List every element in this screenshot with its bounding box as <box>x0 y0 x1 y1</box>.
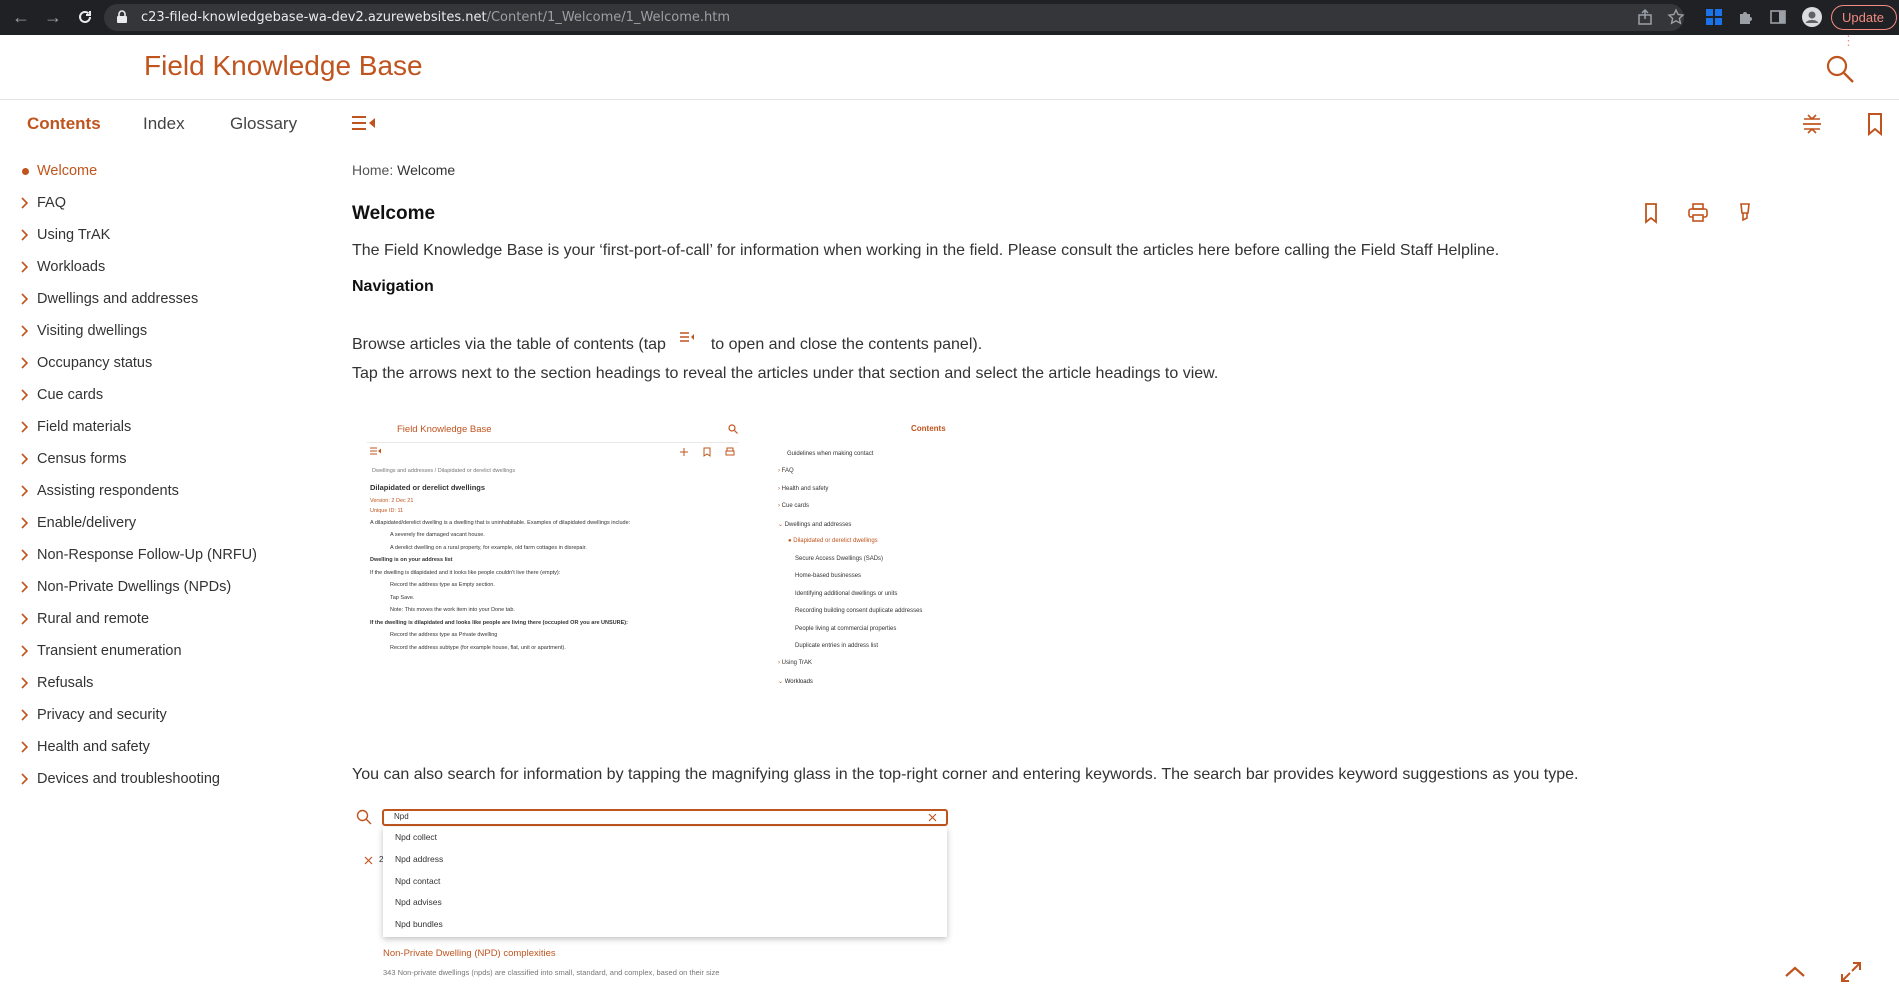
fig1-search-icon <box>728 424 738 434</box>
sidebar-item-label: Non-Private Dwellings (NPDs) <box>37 579 232 595</box>
url-path: /Content/1_Welcome/1_Welcome.htm <box>486 10 731 25</box>
chevron-right-icon[interactable] <box>20 549 30 561</box>
fig1-line: If the dwelling is dilapidated and looks like people are living there (occupied OR you are UNSURE): <box>370 620 628 626</box>
fig1-contents-label: Workloads <box>784 679 813 685</box>
fig1-contents-item: Identifying additional dwellings or units <box>795 591 898 597</box>
chevron-right-icon[interactable] <box>20 453 30 465</box>
current-dot-icon <box>22 168 29 175</box>
toc-inline-icon <box>674 329 700 351</box>
share-icon[interactable] <box>1636 8 1654 26</box>
chevron-right-icon[interactable] <box>20 325 30 337</box>
chevron-right-icon[interactable] <box>20 581 30 593</box>
chevron-right-icon[interactable] <box>20 357 30 369</box>
sidebar-item-label: Workloads <box>37 259 106 275</box>
search-paragraph: You can also search for information by tapping the magnifying glass in the top-right corner and entering keywords. The search bar provides keyword suggestions as you type. <box>352 766 1579 783</box>
search-icon[interactable] <box>1824 53 1856 85</box>
forward-icon[interactable]: → <box>44 7 62 27</box>
fullscreen-icon[interactable] <box>1838 959 1864 985</box>
fig1-line: Record the address subtype (for example house, flat, unit or apartment). <box>390 645 566 651</box>
puzzle-icon[interactable] <box>1737 8 1755 26</box>
fig2-result-snippet: 343 Non-private dwellings (npds) are classified into small, standard, and complex, based on their size <box>383 968 720 977</box>
highlighter-icon[interactable] <box>1734 202 1756 224</box>
fig1-contents-item: Home-based businesses <box>795 573 862 579</box>
fig1-breadcrumb: Dwellings and addresses / Dilapidated or derelict dwellings <box>372 468 516 474</box>
breadcrumb <box>352 162 455 178</box>
fig2-suggestion: Npd bundles <box>395 919 443 929</box>
sidebar-item-label: Rural and remote <box>37 611 150 627</box>
chevron-right-icon[interactable] <box>20 773 30 785</box>
reload-icon[interactable] <box>76 8 94 26</box>
back-icon[interactable]: ← <box>12 7 30 27</box>
chevron-right-icon[interactable] <box>20 485 30 497</box>
chevron-right-icon[interactable] <box>20 517 30 529</box>
expand-collapse-icon[interactable] <box>1800 112 1824 136</box>
chevron-right-icon[interactable] <box>20 613 30 625</box>
tab-contents[interactable]: Contents <box>27 114 101 133</box>
fig1-contents-label: Dilapidated or derelict dwellings <box>793 538 878 544</box>
fig1-toolbar-icons <box>678 447 738 457</box>
fig1-version: Version: 2 Dec 21 <box>370 498 414 504</box>
fig1-app-title: Field Knowledge Base <box>397 424 492 435</box>
breadcrumb-current: Welcome <box>397 162 456 178</box>
star-icon[interactable] <box>1667 8 1685 26</box>
sidebar-item-label: Non-Response Follow-Up (NRFU) <box>37 547 257 563</box>
fig1-contents-item: › Using TrAK <box>778 660 813 666</box>
sidebar-item-label: Visiting dwellings <box>37 323 148 339</box>
chevron-right-icon[interactable] <box>20 293 30 305</box>
arrows-paragraph: Tap the arrows next to the section headings to reveal the articles under that section and select the article headings to view. <box>352 365 1219 382</box>
sidebar-item-label: Privacy and security <box>37 707 167 723</box>
bookmark-icon[interactable] <box>1863 112 1887 136</box>
fig2-suggestion: Npd collect <box>395 832 438 842</box>
fig1-divider <box>367 442 739 443</box>
print-icon[interactable] <box>1687 202 1709 224</box>
extension-windows-icon[interactable] <box>1705 8 1723 26</box>
fig1-line: Record the address type as Private dwelling <box>390 632 498 638</box>
sidebar-item-label: Cue cards <box>37 387 104 403</box>
sidebar-item-label: Census forms <box>37 451 127 467</box>
fig1-line: Record the address type as Empty section. <box>390 582 495 588</box>
fig1-contents-item: People living at commercial properties <box>795 626 897 632</box>
url-host: c23-filed-knowledgebase-wa-dev2.azurewebsites.net <box>141 10 487 25</box>
fig1-toc-icon <box>370 447 382 455</box>
fig2-search-icon <box>356 809 372 825</box>
sidebar-item-label: Dwellings and addresses <box>37 291 199 307</box>
app-header <box>0 35 1899 100</box>
fig1-unique-id: Unique ID: 11 <box>370 508 404 514</box>
fig1-line: Dwelling is on your address list <box>370 557 453 563</box>
bookmark-topic-icon[interactable] <box>1640 202 1662 224</box>
app-title[interactable]: Field Knowledge Base <box>144 50 423 81</box>
fig2-suggestion: Npd address <box>395 854 444 864</box>
page-title: Welcome <box>352 203 436 224</box>
sidebar-item-label: Transient enumeration <box>37 643 182 659</box>
browse-text-start: Browse articles via the table of contents (tap <box>352 336 666 353</box>
more-icon: ⋮ <box>1842 33 1855 48</box>
sidebar-item-label: Devices and troubleshooting <box>37 771 220 787</box>
chevron-right-icon[interactable] <box>20 677 30 689</box>
fig1-contents-item: ⌄ Dwellings and addresses <box>778 522 852 528</box>
profile-avatar-icon[interactable] <box>1802 7 1822 27</box>
breadcrumb-home-link[interactable]: Home: <box>352 162 394 178</box>
intro-paragraph: The Field Knowledge Base is your ‘first-port-of-call’ for information when working in the field. Please consult the articles here before calling the Field Staff Helpline. <box>352 242 1500 259</box>
fig1-contents-label: Health and safety <box>781 486 829 492</box>
search-screenshot <box>352 800 952 990</box>
fig1-contents-heading: Contents <box>911 424 946 433</box>
fig1-article-title: Dilapidated or derelict dwellings <box>370 483 486 492</box>
fig1-contents-item: ⌄ Workloads <box>778 679 813 685</box>
fig2-query: Npd <box>394 812 409 821</box>
fig2-result-title: Non-Private Dwelling (NPD) complexities <box>383 948 556 959</box>
fig1-line: Tap Save. <box>390 595 415 601</box>
fig2-suggestion: Npd advises <box>395 897 442 907</box>
fig1-contents-item: ● Dilapidated or derelict dwellings <box>788 538 878 544</box>
fig1-contents-item: Secure Access Dwellings (SADs) <box>795 556 884 562</box>
sidebar-item-label: Using TrAK <box>37 227 111 243</box>
fig1-line: A severely fire damaged vacant house. <box>390 532 485 538</box>
sidebar-item-label: Refusals <box>37 675 94 691</box>
fig1-contents-item: Recording building consent duplicate addresses <box>795 608 923 614</box>
fig1-line: A dilapidated/derelict dwelling is a dwelling that is uninhabitable. Examples of dilapidated dwellings include: <box>370 520 631 526</box>
chevron-right-icon[interactable] <box>20 389 30 401</box>
fig2-search-input <box>382 809 948 826</box>
chevron-right-icon[interactable] <box>20 709 30 721</box>
navigation-screenshot <box>352 410 972 665</box>
sidebar-item-label: Enable/delivery <box>37 515 137 531</box>
fig1-line: If the dwelling is dilapidated and it looks like people couldn't live there (empty): <box>370 570 561 576</box>
sidebar-item-label: Occupancy status <box>37 355 153 371</box>
tab-glossary[interactable]: Glossary <box>230 114 298 133</box>
fig1-contents-item: Duplicate entries in address list <box>795 643 879 649</box>
update-label: Update <box>1842 10 1884 25</box>
scroll-top-icon[interactable] <box>1782 959 1808 985</box>
fig2-clear-icon <box>928 813 937 822</box>
toc-toggle-icon[interactable] <box>351 114 379 134</box>
url-text <box>141 10 730 25</box>
chevron-right-icon[interactable] <box>20 197 30 209</box>
fig1-line: A derelict dwelling on a rural property, for example, old farm cottages in disrepair. <box>390 545 587 551</box>
lock-icon[interactable] <box>115 10 129 24</box>
fig1-contents-label: Using TrAK <box>781 660 813 666</box>
tab-index[interactable]: Index <box>143 114 185 133</box>
navigation-heading: Navigation <box>352 278 434 295</box>
fig1-line: Note: This moves the work item into your Done tab. <box>390 607 515 613</box>
browse-text-end: to open and close the contents panel). <box>710 336 983 353</box>
fig2-suggestions <box>383 827 947 937</box>
sidebar-item-label: Health and safety <box>37 739 150 755</box>
fig2-suggestion: Npd contact <box>395 876 441 886</box>
update-button[interactable] <box>1831 5 1897 48</box>
browse-paragraph <box>352 329 982 354</box>
chevron-right-icon[interactable] <box>20 741 30 753</box>
chevron-right-icon[interactable] <box>20 421 30 433</box>
chevron-right-icon[interactable] <box>20 229 30 241</box>
chevron-right-icon[interactable] <box>20 261 30 273</box>
side-panel-icon[interactable] <box>1769 8 1787 26</box>
fig1-contents-item: › Health and safety <box>778 486 829 492</box>
sidebar-item-label: Field materials <box>37 419 132 435</box>
sidebar-item-label: FAQ <box>37 195 67 211</box>
sidebar-item-label: Assisting respondents <box>37 483 179 499</box>
fig1-contents-label: FAQ <box>781 468 794 474</box>
fig2-result-count: 2 <box>379 855 384 864</box>
sidebar-item-label: Welcome <box>37 163 98 179</box>
fig1-contents-label: Dwellings and addresses <box>784 522 852 528</box>
browser-toolbar <box>0 0 1899 48</box>
fig1-contents-item: › FAQ <box>778 468 794 474</box>
fig1-contents-item: › Cue cards <box>778 503 810 509</box>
fig2-close-icon <box>364 856 373 865</box>
fig1-contents-item: Guidelines when making contact <box>787 451 874 457</box>
chevron-right-icon[interactable] <box>20 645 30 657</box>
fig1-contents-label: Cue cards <box>781 503 810 509</box>
